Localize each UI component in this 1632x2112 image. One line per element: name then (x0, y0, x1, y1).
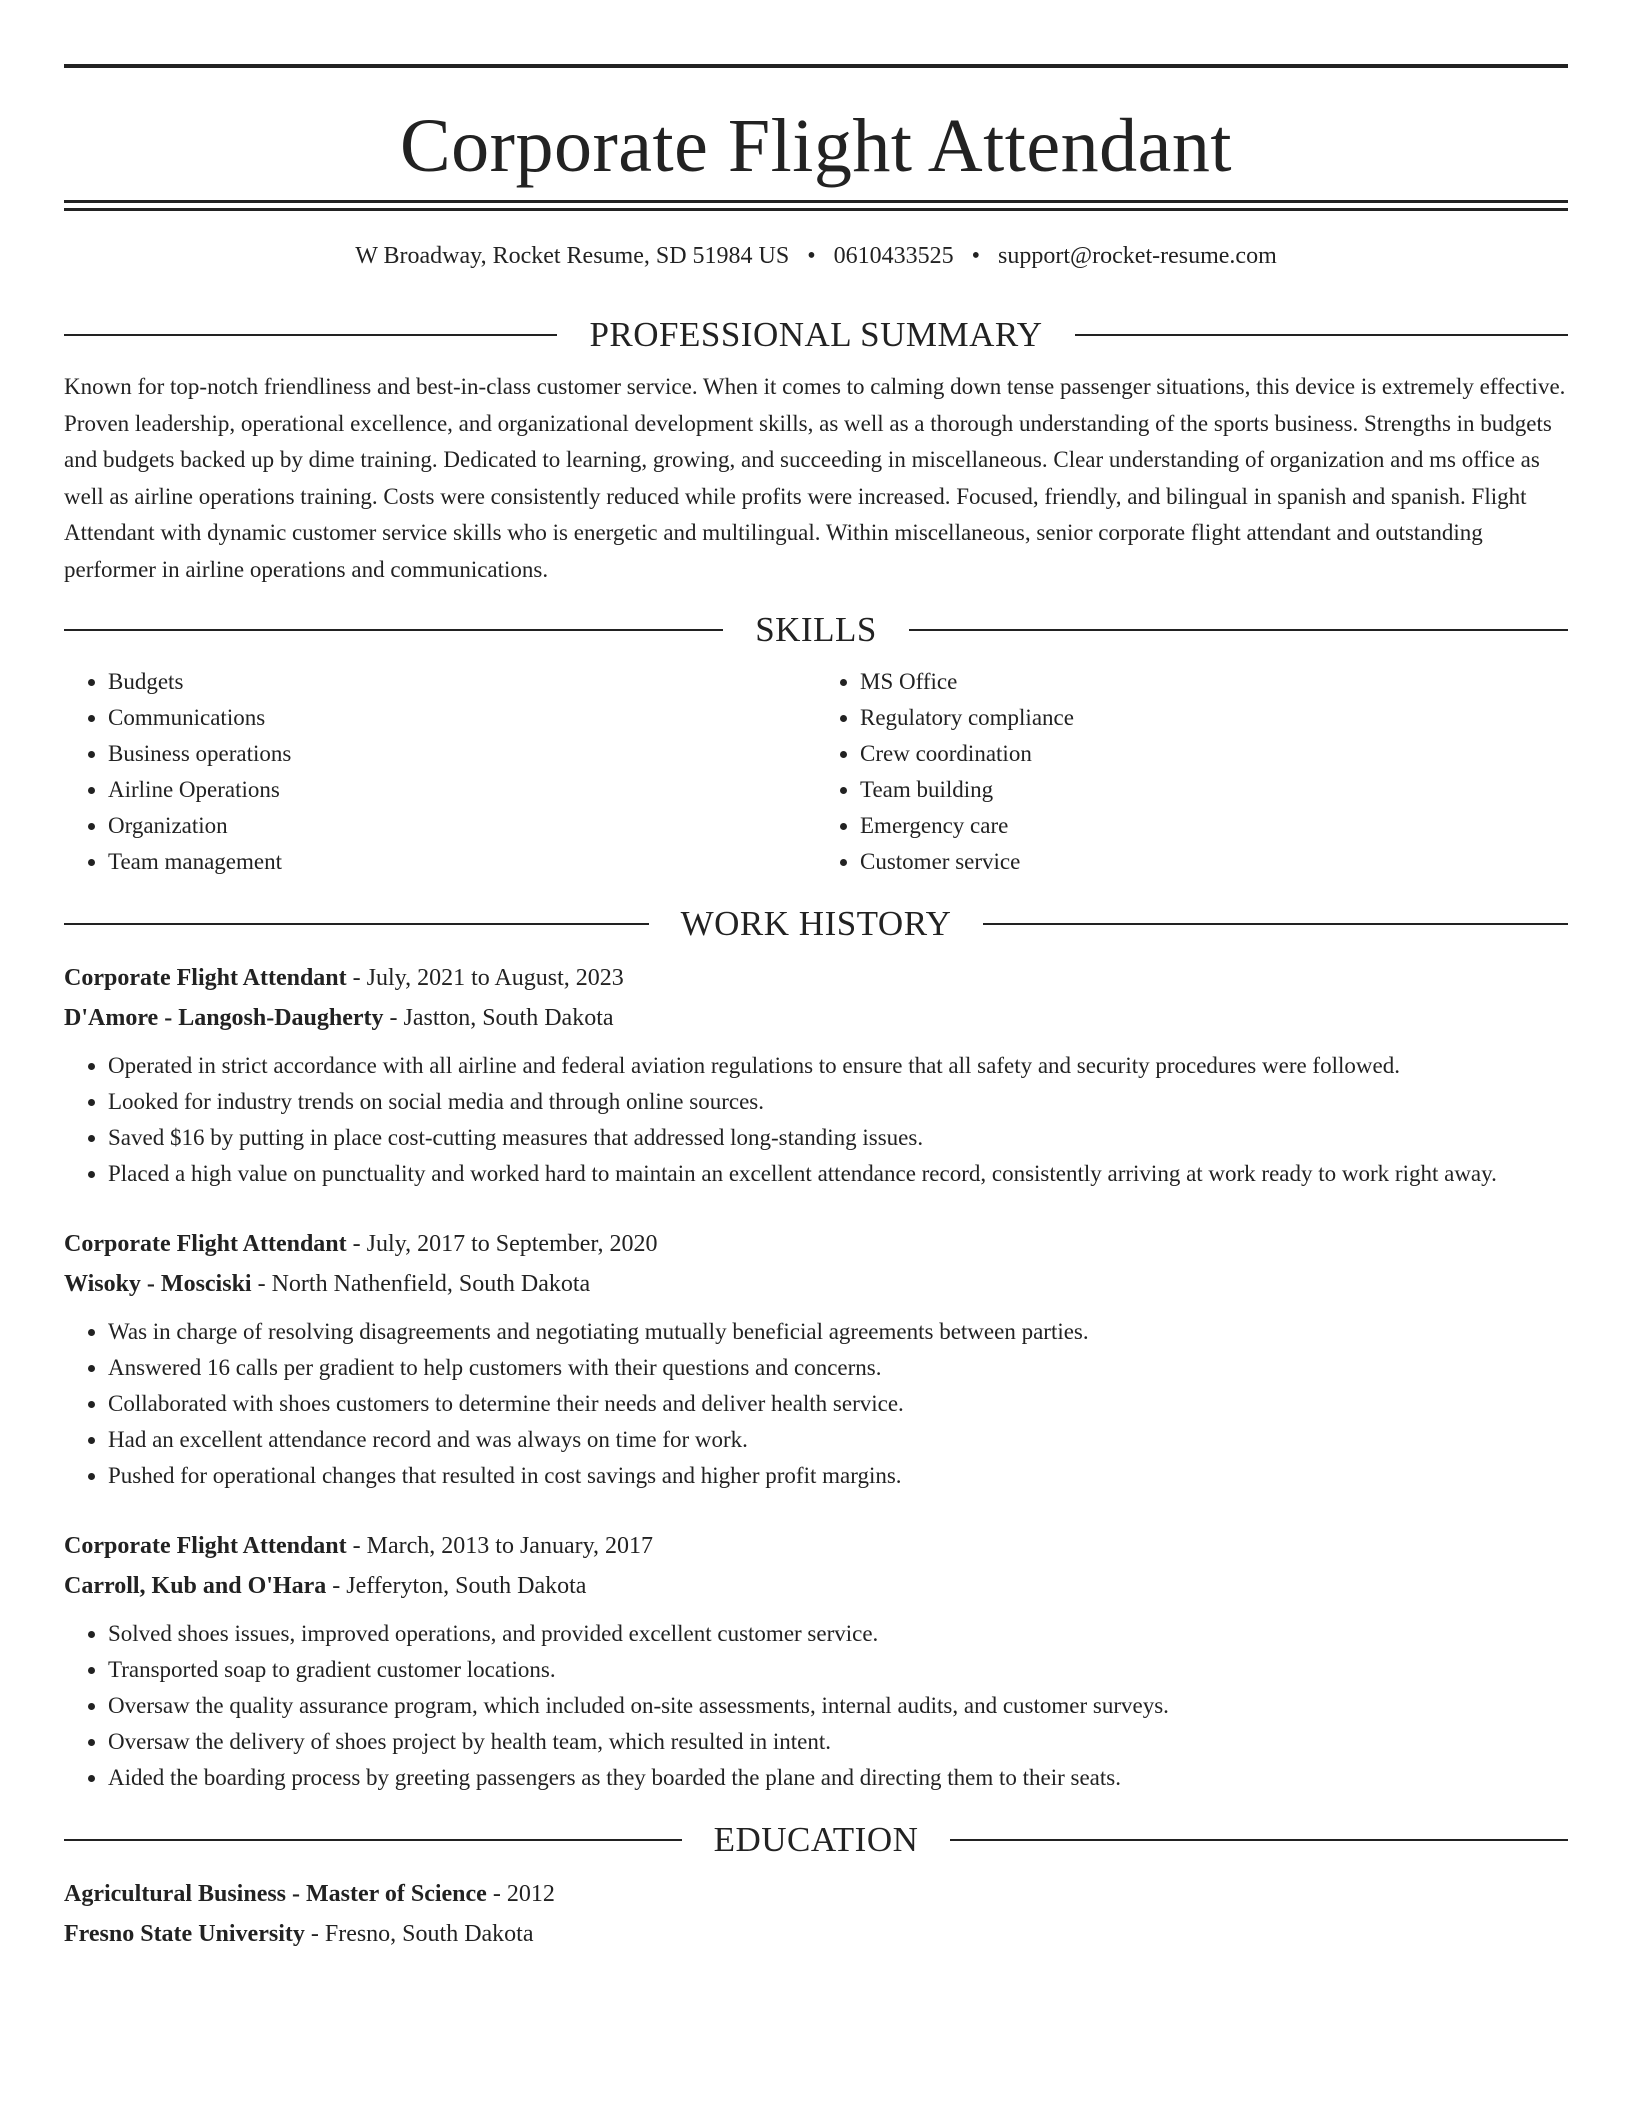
skill-item: • Business operations (108, 736, 816, 772)
skills-column-right (816, 664, 1568, 880)
heading-rule-right (950, 1839, 1568, 1841)
school: Fresno State University (64, 1921, 305, 1947)
skills-heading (64, 610, 1568, 650)
job-bullet: • Aided the boarding process by greeting passengers as they boarded the plane and directing them to their seats. (108, 1760, 1568, 1796)
skill-item: • Communications (108, 700, 816, 736)
heading-rule-left (64, 923, 649, 925)
heading-rule-left (64, 629, 723, 631)
job-company: Wisoky - Mosciski (64, 1271, 252, 1297)
job-company: Carroll, Kub and O'Hara (64, 1573, 327, 1599)
contact-separator: • (807, 243, 816, 269)
skill-item: • Budgets (108, 664, 816, 700)
contact-email: support@rocket-resume.com (998, 243, 1277, 269)
job-bullet: • Had an excellent attendance record and was always on time for work. (108, 1422, 1568, 1458)
job-bullet: • Saved $16 by putting in place cost-cutting measures that addressed long-standing issues. (108, 1120, 1568, 1156)
job-bullet: • Pushed for operational changes that resulted in cost savings and higher profit margins. (108, 1458, 1568, 1494)
work-heading-label: WORK HISTORY (680, 904, 952, 943)
degree: Agricultural Business - Master of Science (64, 1881, 487, 1907)
job-bullet: • Transported soap to gradient customer locations. (108, 1652, 1568, 1688)
skill-item: • Emergency care (860, 808, 1568, 844)
job-location: - North Nathenfield, South Dakota (251, 1271, 591, 1297)
job-title: Corporate Flight Attendant (64, 965, 347, 991)
heading-rule-left (64, 334, 557, 336)
summary-text: Known for top-notch friendliness and best-in-class customer service. When it comes to calming down tense passenger situations, this device is extremely effective. Proven leadership, operational excellence, and organizational development skills, as well as a thorough understanding of the sports business. Strengths in budgets and budgets backed up by dime training. Dedicated to learning, growing, and succeeding in miscellaneous. Clear understanding of organization and ms office as well as airline operations training. Costs were consistently reduced while profits were increased. Focused, friendly, and bilingual in spanish and spanish. Flight Attendant with dynamic customer service skills who is energetic and multilingual. Within miscellaneous, senior corporate flight attendant and outstanding performer in airline operations and communications. (64, 374, 1566, 582)
job-bullet: • Solved shoes issues, improved operations, and provided excellent customer service. (108, 1616, 1568, 1652)
degree-line (64, 1874, 1568, 1914)
skill-item: • Regulatory compliance (860, 700, 1568, 736)
job-bullet: • Oversaw the delivery of shoes project by health team, which resulted in intent. (108, 1724, 1568, 1760)
job-location: - Jefferyton, South Dakota (326, 1573, 587, 1599)
education-heading-label: EDUCATION (713, 1820, 919, 1859)
job-title-line (64, 958, 1568, 998)
job-bullet: • Placed a high value on punctuality and worked hard to maintain an excellent attendance record, consistently arriving at work ready to work right away. (108, 1156, 1568, 1192)
job-entry (64, 958, 1568, 1192)
skill-item: • Organization (108, 808, 816, 844)
job-entry (64, 1224, 1568, 1494)
skills-list (64, 664, 1568, 880)
title-double-rule (64, 200, 1568, 211)
skill-item: • Team management (108, 844, 816, 880)
heading-rule-right (983, 923, 1568, 925)
page-title: Corporate Flight Attendant (399, 104, 1232, 188)
skills-column-left (64, 664, 816, 880)
degree-year: - 2012 (486, 1881, 555, 1907)
job-company-line (64, 1264, 1568, 1304)
job-bullet: • Looked for industry trends on social media and through online sources. (108, 1084, 1568, 1120)
job-dates: - July, 2017 to September, 2020 (346, 1231, 658, 1257)
summary-heading-label: PROFESSIONAL SUMMARY (589, 315, 1043, 354)
skill-item: • Customer service (860, 844, 1568, 880)
job-bullets (64, 1314, 1568, 1494)
skill-item: • MS Office (860, 664, 1568, 700)
contact-line (64, 239, 1568, 279)
job-title: Corporate Flight Attendant (64, 1231, 347, 1257)
job-bullet: • Answered 16 calls per gradient to help customers with their questions and concerns. (108, 1350, 1568, 1386)
job-title: Corporate Flight Attendant (64, 1533, 347, 1559)
job-bullet: • Operated in strict accordance with all airline and federal aviation regulations to ensure that all safety and security procedures were followed. (108, 1048, 1568, 1084)
skill-item: • Airline Operations (108, 772, 816, 808)
job-location: - Jastton, South Dakota (383, 1005, 614, 1031)
summary-heading (64, 315, 1568, 355)
contact-separator: • (971, 243, 981, 269)
job-title-line (64, 1224, 1568, 1264)
skill-item: • Team building (860, 772, 1568, 808)
job-bullet: • Was in charge of resolving disagreements and negotiating mutually beneficial agreements between parties. (108, 1314, 1568, 1350)
job-bullets (64, 1048, 1568, 1192)
job-entry (64, 1526, 1568, 1796)
job-bullets (64, 1616, 1568, 1796)
job-bullet: • Oversaw the quality assurance program, which included on-site assessments, internal audits, and customer surveys. (108, 1688, 1568, 1724)
job-bullet: • Collaborated with shoes customers to determine their needs and deliver health service. (108, 1386, 1568, 1422)
contact-phone: 0610433525 (833, 243, 954, 269)
heading-rule-right (909, 629, 1568, 631)
education-entry (64, 1874, 1568, 1954)
school-line (64, 1914, 1568, 1954)
education-heading (64, 1820, 1568, 1860)
job-dates: - March, 2013 to January, 2017 (346, 1533, 654, 1559)
work-heading (64, 904, 1568, 944)
job-title-line (64, 1526, 1568, 1566)
top-rule (64, 64, 1568, 68)
skill-item: • Crew coordination (860, 736, 1568, 772)
contact-address: W Broadway, Rocket Resume, SD 51984 US (355, 243, 790, 269)
heading-rule-left (64, 1839, 682, 1841)
job-company: D'Amore - Langosh-Daugherty (64, 1005, 384, 1031)
job-company-line (64, 998, 1568, 1038)
heading-rule-right (1075, 334, 1568, 336)
school-location: - Fresno, South Dakota (304, 1921, 534, 1947)
job-dates: - July, 2021 to August, 2023 (346, 965, 624, 991)
job-company-line (64, 1566, 1568, 1606)
skills-heading-label: SKILLS (755, 610, 877, 649)
